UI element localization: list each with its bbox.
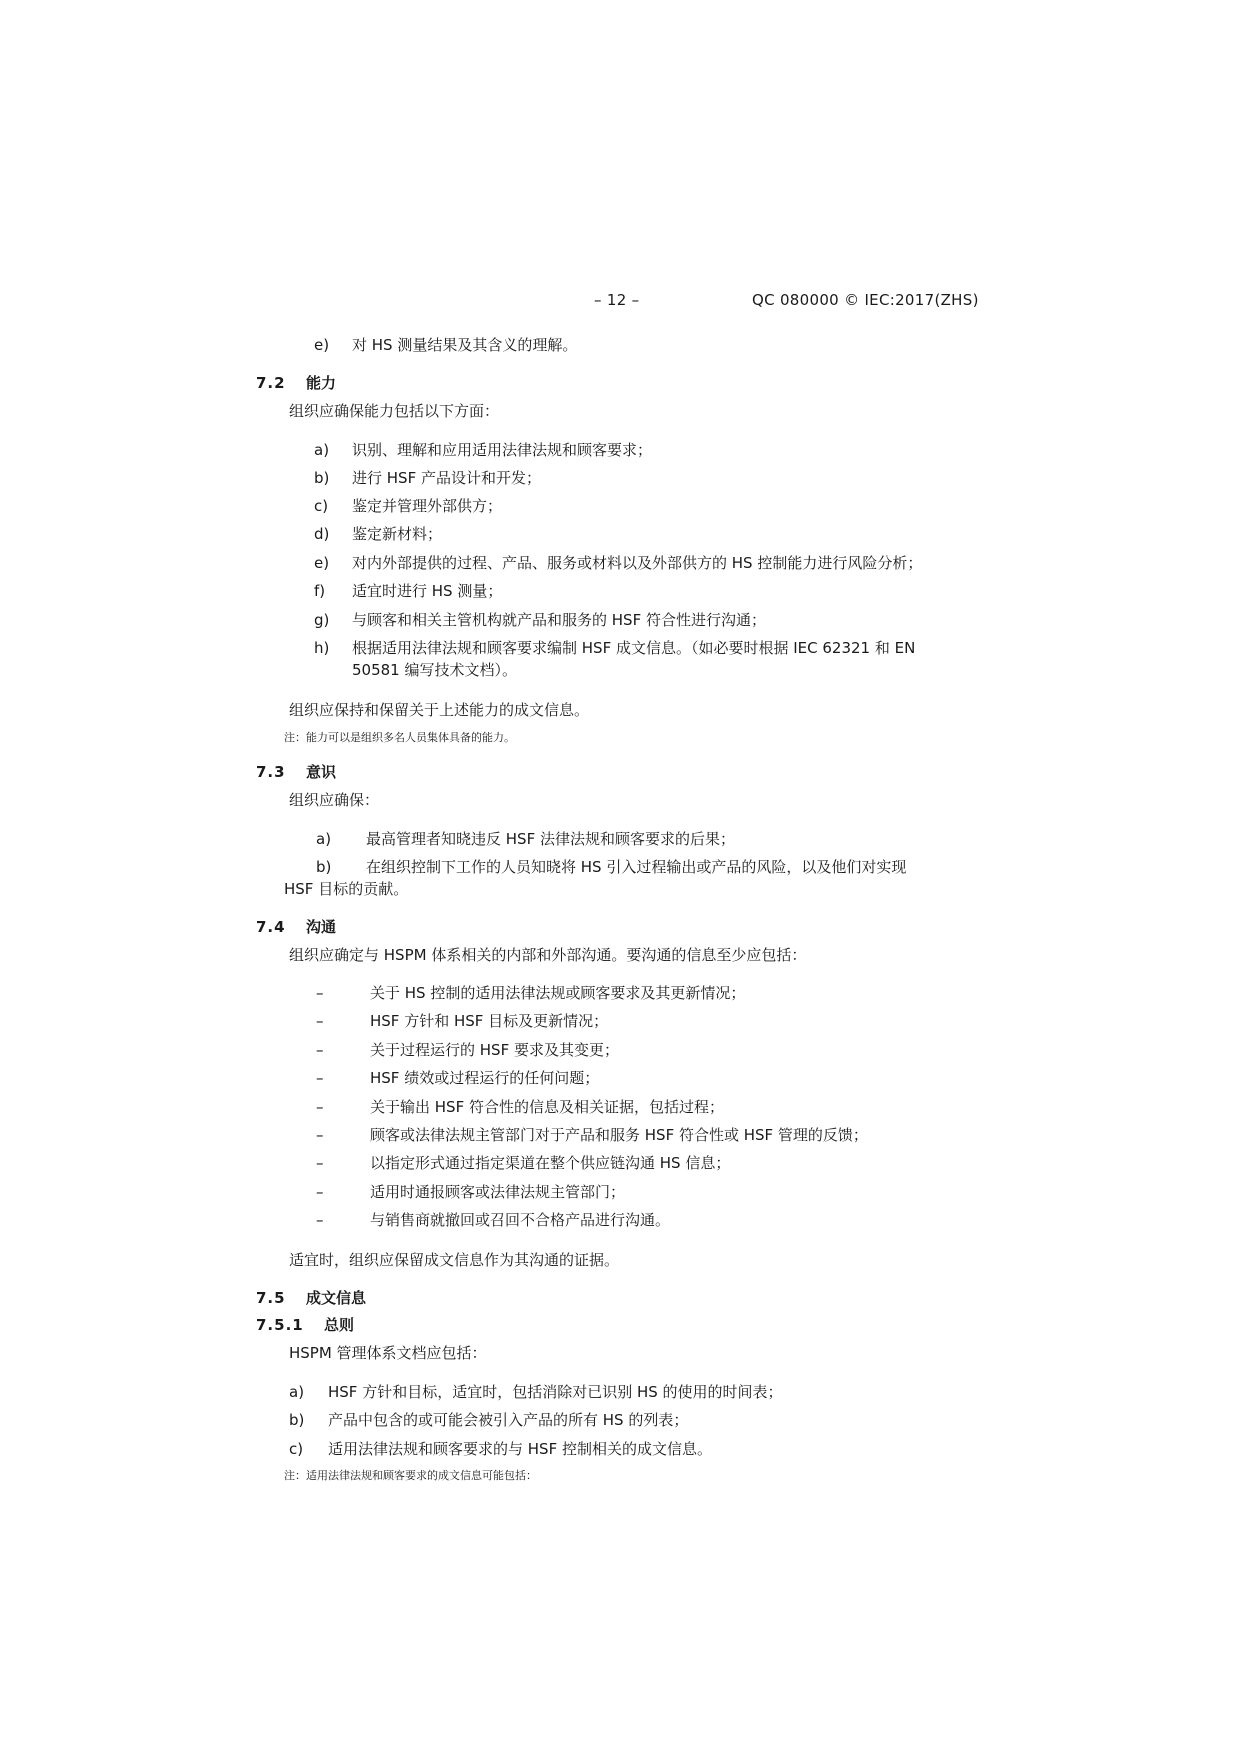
subsection-title: 总则 <box>324 1316 355 1334</box>
list-item-text: 关于 HS 控制的适用法律法规或顾客要求及其更新情况； <box>370 984 746 1002</box>
section-number: 7.5 <box>256 1289 286 1307</box>
list-item-label: b) <box>316 858 332 876</box>
dash-bullet: – <box>316 1211 324 1229</box>
dash-bullet: – <box>316 984 324 1002</box>
list-item-text: 适用时通报顾客或法律法规主管部门； <box>370 1183 626 1201</box>
dash-bullet: – <box>316 1069 324 1087</box>
list-item-text: 对 HS 测量结果及其含义的理解。 <box>352 336 578 354</box>
list-item-label: c) <box>289 1440 304 1458</box>
paragraph: 组织应确定与 HSPM 体系相关的内部和外部沟通。要沟通的信息至少应包括： <box>289 946 807 964</box>
list-item-text: 关于输出 HSF 符合性的信息及相关证据，包括过程； <box>370 1098 724 1116</box>
paragraph: 组织应确保能力包括以下方面： <box>289 402 500 420</box>
page-number: – 12 – <box>594 291 640 309</box>
list-item-label: b) <box>289 1411 305 1429</box>
list-item-text: 对内外部提供的过程、产品、服务或材料以及外部供方的 HS 控制能力进行风险分析； <box>352 554 923 572</box>
list-item-text: 适宜时进行 HS 测量； <box>352 582 503 600</box>
subsection-number: 7.5.1 <box>256 1316 304 1334</box>
dash-bullet: – <box>316 1154 324 1172</box>
list-item-text: 顾客或法律法规主管部门对于产品和服务 HSF 符合性或 HSF 管理的反馈； <box>370 1126 868 1144</box>
list-item-label: e) <box>314 336 330 354</box>
list-item-text: 最高管理者知晓违反 HSF 法律法规和顾客要求的后果； <box>366 830 735 848</box>
section-title: 意识 <box>306 763 337 781</box>
note: 注：适用法律法规和顾客要求的成文信息可能包括： <box>284 1469 537 1482</box>
list-item-label: g) <box>314 611 330 629</box>
document-id: QC 080000 © IEC:2017(ZHS) <box>752 291 979 309</box>
paragraph: 组织应保持和保留关于上述能力的成文信息。 <box>289 701 590 719</box>
list-item-label: a) <box>289 1383 305 1401</box>
list-item-text: 识别、理解和应用适用法律法规和顾客要求； <box>352 441 653 459</box>
list-item-text: 在组织控制下工作的人员知晓将 HS 引入过程输出或产品的风险，以及他们对实现 <box>366 858 907 876</box>
list-item-label: f) <box>314 582 326 600</box>
dash-bullet: – <box>316 1098 324 1116</box>
list-item-text: 鉴定并管理外部供方； <box>352 497 503 515</box>
list-item-text: 根据适用法律法规和顾客要求编制 HSF 成文信息。（如必要时根据 IEC 62321 和 EN <box>352 639 916 657</box>
dash-bullet: – <box>316 1012 324 1030</box>
list-item-text: 与顾客和相关主管机构就产品和服务的 HSF 符合性进行沟通； <box>352 611 766 629</box>
section-number: 7.3 <box>256 763 286 781</box>
list-item-label: h) <box>314 639 330 657</box>
list-item-text-continued: HSF 目标的贡献。 <box>284 880 409 898</box>
list-item-label: d) <box>314 525 330 543</box>
list-item-label: c) <box>314 497 329 515</box>
list-item-label: e) <box>314 554 330 572</box>
list-item-label: a) <box>316 830 332 848</box>
list-item-text: 以指定形式通过指定渠道在整个供应链沟通 HS 信息； <box>370 1154 731 1172</box>
list-item-label: b) <box>314 469 330 487</box>
list-item-text: 鉴定新材料； <box>352 525 443 543</box>
list-item-text: HSF 方针和目标，适宜时，包括消除对已识别 HS 的使用的时间表； <box>328 1383 783 1401</box>
list-item-text: HSF 绩效或过程运行的任何问题； <box>370 1069 600 1087</box>
section-title: 沟通 <box>306 918 337 936</box>
dash-bullet: – <box>316 1126 324 1144</box>
dash-bullet: – <box>316 1183 324 1201</box>
section-title: 能力 <box>306 374 337 392</box>
list-item-text: 产品中包含的或可能会被引入产品的所有 HS 的列表； <box>328 1411 689 1429</box>
section-title: 成文信息 <box>306 1289 367 1307</box>
list-item-text: HSF 方针和 HSF 目标及更新情况； <box>370 1012 609 1030</box>
list-item-text: 关于过程运行的 HSF 要求及其变更； <box>370 1041 619 1059</box>
list-item-text-continued: 50581 编写技术文档）。 <box>352 661 517 679</box>
list-item-text: 适用法律法规和顾客要求的与 HSF 控制相关的成文信息。 <box>328 1440 712 1458</box>
paragraph: 组织应确保： <box>289 791 380 809</box>
paragraph: HSPM 管理体系文档应包括： <box>289 1344 487 1362</box>
list-item-text: 与销售商就撤回或召回不合格产品进行沟通。 <box>370 1211 671 1229</box>
dash-bullet: – <box>316 1041 324 1059</box>
list-item-text: 进行 HSF 产品设计和开发； <box>352 469 541 487</box>
section-number: 7.4 <box>256 918 286 936</box>
paragraph: 适宜时，组织应保留成文信息作为其沟通的证据。 <box>289 1251 620 1269</box>
note: 注：能力可以是组织多名人员集体具备的能力。 <box>284 731 515 744</box>
list-item-label: a) <box>314 441 330 459</box>
section-number: 7.2 <box>256 374 286 392</box>
